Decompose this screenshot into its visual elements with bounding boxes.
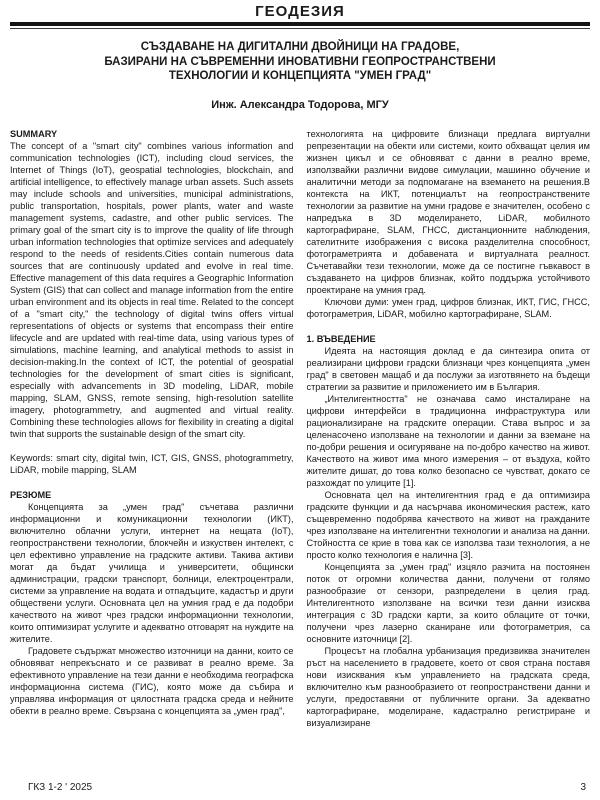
article-title-line: ТЕХНОЛОГИИ И КОНЦЕПЦИЯТА "УМЕН ГРАД" bbox=[168, 70, 432, 82]
two-column-body bbox=[10, 128, 590, 788]
summary-heading: SUMMARY bbox=[10, 128, 58, 139]
article-title-line: БАЗИРАНИ НА СЪВРЕМЕННИ ИНОВАТИВНИ ГЕОПРОСТРАНСТВЕНИ bbox=[104, 55, 496, 68]
rezyume-paragraph: Градовете съдържат множество източници на данни, които се обновяват непрекъснато и се развиват в реално време. За ефективното управление на тези данни е необходима географска информационна система (ГИС), която може да събира и управлява информация от цялостната градска среда и нейните обекти в реално време. Свързана с концепцията за „умен град", bbox=[10, 645, 294, 716]
keywords-bg: Ключови думи: умен град, цифров близнак, ИКТ, ГИС, ГНСС, фотограметрия, LiDAR, мобилно картографиране, SLAM. bbox=[306, 296, 590, 319]
left-column bbox=[10, 128, 294, 788]
section-1-heading: 1. ВЪВЕДЕНИЕ bbox=[306, 333, 376, 344]
header-rule-thin bbox=[10, 28, 590, 29]
intro-paragraph: Процесът на глобална урбанизация предизвиква значителен ръст на населението в градовете, което от своя страна поставя нови изисквания към управлението на градската среда, включително към разнообразието от геопространствени данни и услуги, предоставяни от публичните органи. За адекватно картографиране, моделиране, кадастрално регистриране и визуализиране bbox=[306, 645, 590, 728]
page-number: 3 bbox=[580, 782, 586, 793]
intro-paragraph: Основната цел на интелигентния град е да оптимизира градските функции и да насърчава икономическия растеж, като същевременно подобрява качеството на живот на гражданите чрез използване на интелигентни технологии и анализа на данни. Стойността се крие в това как се използва тази технология, а не просто колко технология е налична [3]. bbox=[306, 489, 590, 560]
header-rule-thick bbox=[10, 22, 590, 26]
rezyume-paragraph: Концепцията за „умен град" съчетава различни информационни и комуникационни технологии (ИКТ), включително облачни услуги, интернет на нещата (IoT), геопространствени технологии, блокчейн и изкуствен интелект, с цел ефективно управление на градските активи. Такива активи могат да бъдат училища и университети, общински администрации, градски транспорт, болници, електроцентрали, системи за управление на водата и отпадъците, кадастър и други обществени услуги. Основната цел на умния град е да подобри качеството на живот чрез градски информационни технологии, които оптимизират услугите и адекватно отговарят на нуждите на жителите. bbox=[10, 501, 294, 644]
journal-section-title: ГЕОДЕЗИЯ bbox=[255, 3, 345, 20]
page-footer bbox=[10, 782, 590, 793]
article-title-line: СЪЗДАВАНЕ НА ДИГИТАЛНИ ДВОЙНИЦИ НА ГРАДОВЕ, bbox=[140, 41, 460, 53]
article-title bbox=[40, 40, 560, 84]
rezyume-continuation-paragraph: технологията на цифровите близнаци предлага виртуални репрезентации на обекти или системи, които обхващат целия им жизнен цикъл и се обновяват с данни в реално време, използвайки различни видове симулации, машинно обучение и аналитични методи за подпомагане на вземането на решения.В контекста на ИКТ, потенциалът на геопространствените технологии за развитие на умни градове е значителен, особено с напредъка в 3D моделирането, LiDAR, мобилното картографиране, SLAM, ГНСС, дистанционните наблюдения, сателитните изображения с висока разделителна способност, фотограметрията и добавената и виртуалната реалност. Съчетавайки тези технологии, може да се постигне гъвкавост в създаването на цифров близнак, който поддържа устойчивото проектиране на умния град. bbox=[306, 128, 590, 295]
journal-issue-label: ГКЗ 1-2 ' 2025 bbox=[28, 782, 93, 793]
intro-paragraph: „Интелигентността" не означава само инсталиране на цифрови интерфейси в традиционна инфраструктура или рационализиране на градските операции. Става въпрос и за целенасочено използване на технологии и данни за вземане на по-добри решения и осигуряване на по-добро качество на живот. Качеството на живот има много измерения – от въздуха, който жителите дишат, до това колко безопасно се чувстват, докато се разхождат по улиците [1]. bbox=[306, 393, 590, 488]
intro-paragraph: Концепцията за „умен град" изцяло разчита на постоянен поток от огромни количества данни, получени от голямо разнообразие от сензори, разпределени в целия град. Интелигентното използване на всички тези данни изисква интеграция с 3D градски карти, за които облаците от точки, получени чрез лазерно сканиране или фотограметрия, са основните източници [2]. bbox=[306, 561, 590, 644]
author-line: Инж. Александра Тодорова, МГУ bbox=[211, 98, 389, 111]
keywords-en: Keywords: smart city, digital twin, ICT, GIS, GNSS, photogrammetry, LiDAR, mobile mapping, SLAM bbox=[10, 452, 294, 475]
right-column bbox=[307, 128, 591, 788]
rezyume-heading: РЕЗЮМЕ bbox=[10, 489, 52, 500]
intro-paragraph: Идеята на настоящия доклад е да синтезира опита от реализирани цифрови градски близнаци чрез концепцията „умен град" в световен мащаб и да послужи за изготвянето на бъдещи стратегии за развитие и приложението им в България. bbox=[306, 345, 590, 392]
summary-paragraph: The concept of a "smart city" combines various information and communication technologies (ICT), including cloud services, the Internet of Things (IoT), geospatial technologies, blockchain, and artificial intelligence, to effectively manage urban assets. Such assets may include schools and universities, municipal administrations, public transportation, hospitals, power plants, water and waste management systems, cadastre, and other public services. The primary goal of the smart city is to improve the quality of life through urban information technologies that optimize services and adequately respond to the needs of residents.Cities contain numerous data sources that are continuously updated and evolve in real time. Effective management of this data requires a Geographic Information System (GIS) that can collect and manage information from the entire urban environment and its objects in real time. Related to the concept of a "smart city," the technology of digital twins offers virtual representations of objects or systems that encompass their entire lifecycle and are updated with real-time data, using various types of simulations, machine learning, and analytical methods to assist in decision-making.In the context of ICT, the potential of geospatial technologies for the development of smart cities is significant, especially with advancements in 3D modeling, LiDAR, mobile mapping, SLAM, GNSS, remote sensing, high-resolution satellite imagery, photogrammetry, and augmented and virtual reality. Combining these technologies allows for flexibility in creating a digital twin that supports the sustainable design of the smart city. bbox=[10, 140, 294, 439]
